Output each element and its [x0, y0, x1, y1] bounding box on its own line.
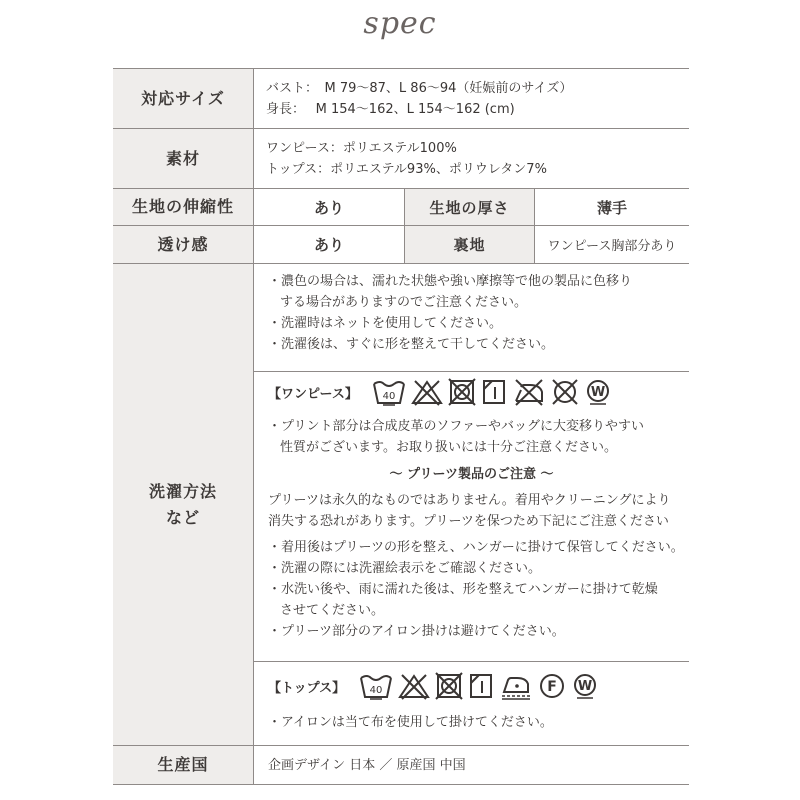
onepiece-care-label: 【ワンピース】	[268, 386, 358, 402]
wet-clean-w-icon	[571, 672, 599, 700]
washing-general-notes	[254, 271, 689, 371]
origin-header: 生産国	[113, 746, 254, 784]
no-bleach-icon	[411, 378, 443, 406]
tops-care-section	[254, 661, 689, 746]
size-height: 身長： M 154〜162、L 154〜162 (cm)	[266, 101, 515, 117]
note-line: ・洗濯の際には洗濯絵表示をご確認ください。	[268, 561, 542, 576]
no-tumble-dry-icon	[435, 672, 463, 700]
material-onepiece: ワンピース：ポリエステル100%	[266, 140, 457, 156]
note-line: ・プリーツ部分のアイロン掛けは避けてください。	[268, 624, 565, 639]
size-header: 対応サイズ	[113, 69, 254, 128]
no-bleach-icon	[398, 672, 430, 700]
pleats-para-line: プリーツは永久的なものではありません。着用やクリーニングにより	[268, 493, 671, 508]
iron-low-cloth-icon	[499, 672, 533, 700]
note-line: ・着用後はプリーツの形を整え、ハンガーに掛けて保管してください。	[268, 540, 684, 555]
size-row	[113, 68, 689, 128]
pleats-heading: 〜 プリーツ製品のご注意 〜	[389, 467, 554, 482]
note-line: ・洗濯後は、すぐに形を整えて干してください。	[268, 337, 555, 352]
washing-header-line1: 洗濯方法	[148, 481, 217, 501]
pleats-notes	[268, 537, 689, 642]
svg-text:W: W	[590, 385, 606, 400]
sheer-value: あり	[313, 236, 344, 254]
origin-value: 企画デザイン 日本 ／ 原産国 中国	[268, 757, 466, 773]
note-line: 性質がございます。お取り扱いには十分ご注意ください。	[280, 440, 617, 455]
note-line: する場合がありますのでご注意ください。	[280, 295, 528, 310]
material-tops: トップス：ポリエステル93%、ポリウレタン7%	[266, 161, 547, 177]
dry-clean-f-icon	[538, 672, 566, 700]
origin-value-cell	[254, 746, 689, 784]
size-values	[254, 69, 689, 128]
note-line: ・濃色の場合は、濡れた状態や強い摩擦等で他の製品に色移り	[268, 274, 633, 289]
size-bust: バスト： M 79〜87、L 86〜94（妊娠前のサイズ）	[266, 80, 573, 96]
onepiece-care-header	[268, 372, 689, 412]
line-dry-shade-icon	[468, 672, 494, 700]
lining-value: ワンピース胸部分あり	[547, 239, 677, 254]
stretch-row	[113, 188, 689, 225]
onepiece-care-section	[254, 371, 689, 661]
material-header: 素材	[113, 129, 254, 188]
stretch-header: 生地の伸縮性	[113, 189, 254, 225]
page-title: spec	[363, 6, 437, 41]
note-line: ・水洗い後や、雨に濡れた後は、形を整えてハンガーに掛けて乾燥	[268, 582, 658, 597]
material-row	[113, 128, 689, 188]
tops-care-icons	[359, 672, 599, 700]
note-line: ・アイロンは当て布を使用して掛けてください。	[268, 715, 553, 730]
wet-clean-w-icon	[584, 378, 612, 406]
material-values	[254, 129, 689, 188]
thickness-value: 薄手	[596, 198, 627, 217]
thickness-header: 生地の厚さ	[404, 189, 535, 225]
svg-text:40: 40	[382, 391, 396, 402]
pleats-paragraph	[268, 490, 689, 532]
svg-text:W: W	[577, 679, 593, 694]
wash-40-icon	[372, 378, 406, 406]
note-line: ・プリント部分は合成皮革のソファーやバッグに大変移りやすい	[268, 419, 644, 434]
onepiece-care-icons	[372, 378, 612, 406]
onepiece-notes	[268, 416, 689, 458]
sheer-header: 透け感	[113, 226, 254, 263]
pleats-para-line: 消失する恐れがあります。プリーツを保つため下記にご注意ください	[268, 514, 669, 529]
tops-care-label: 【トップス】	[268, 680, 346, 696]
washing-header	[113, 264, 254, 745]
tops-care-header	[268, 666, 689, 706]
wash-40-icon	[359, 672, 393, 700]
svg-text:F: F	[547, 679, 557, 695]
lining-header: 裏地	[404, 226, 535, 263]
tops-notes	[268, 712, 689, 733]
no-tumble-dry-icon	[448, 378, 476, 406]
svg-text:40: 40	[369, 685, 383, 696]
spec-table	[113, 68, 689, 788]
washing-row	[113, 263, 689, 745]
sheer-row	[113, 225, 689, 263]
note-line: ・洗濯時はネットを使用してください。	[268, 316, 503, 331]
note-line: させてください。	[280, 603, 385, 618]
origin-row	[113, 745, 689, 785]
no-iron-icon	[512, 378, 546, 406]
washing-header-line2: など	[165, 507, 200, 527]
stretch-value: あり	[313, 198, 344, 217]
line-dry-shade-icon	[481, 378, 507, 406]
no-dry-clean-icon	[551, 378, 579, 406]
